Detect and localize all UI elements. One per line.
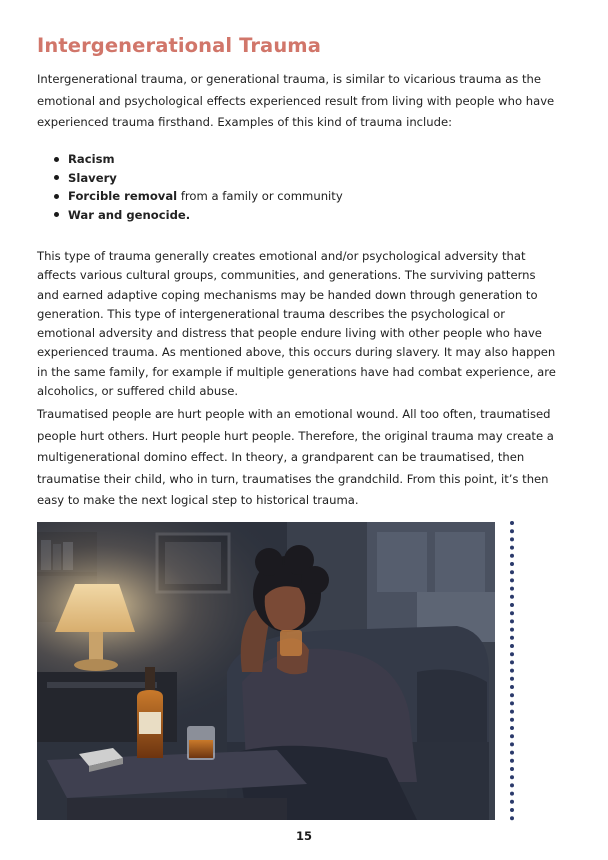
border-dot bbox=[510, 742, 514, 746]
list-item-text: War and genocide. bbox=[68, 207, 191, 222]
list-item bbox=[37, 169, 343, 188]
list-item bbox=[37, 206, 343, 225]
border-dot bbox=[510, 652, 514, 656]
border-dot bbox=[510, 644, 514, 648]
bullet-icon bbox=[54, 157, 59, 162]
border-dot bbox=[510, 570, 514, 574]
list-item-bold-text: Forcible removal bbox=[68, 189, 178, 203]
border-dot bbox=[510, 792, 514, 796]
bullet-icon bbox=[54, 212, 59, 217]
border-dot bbox=[510, 521, 514, 525]
border-dot bbox=[510, 693, 514, 697]
border-dot bbox=[510, 628, 514, 632]
border-dot bbox=[510, 636, 514, 640]
list-item bbox=[37, 187, 343, 206]
border-dot bbox=[510, 718, 514, 722]
border-dot bbox=[510, 808, 514, 812]
border-dot bbox=[510, 529, 514, 533]
border-dot bbox=[510, 660, 514, 664]
list-item bbox=[37, 150, 343, 169]
body-paragraph-3: Traumatised people are hurt people with an emotional wound. All too often, traumatised people hurt others. Hurt people hurt people. Therefore, the original trauma may create a multigenerational domino effect. In theory, a grandparent can be traumatised, then traumatise their child, who in turn, traumatises the grandchild. From this point, it’s then easy to make the next logical step to historical trauma. bbox=[37, 407, 554, 508]
border-dot bbox=[510, 578, 514, 582]
border-dot bbox=[510, 775, 514, 779]
bullet-icon bbox=[54, 194, 59, 199]
border-dot bbox=[510, 611, 514, 615]
list-item-text: Racism bbox=[68, 152, 115, 166]
bullet-icon bbox=[54, 175, 59, 180]
border-dot bbox=[510, 554, 514, 558]
border-dot bbox=[510, 783, 514, 787]
trauma-examples-list bbox=[37, 150, 343, 224]
border-dot bbox=[510, 537, 514, 541]
dotted-border bbox=[509, 520, 515, 822]
border-dot bbox=[510, 677, 514, 681]
border-dot bbox=[510, 587, 514, 591]
list-item-text: from a family or community bbox=[177, 189, 343, 203]
border-dot bbox=[510, 701, 514, 705]
border-dot bbox=[510, 669, 514, 673]
border-dot bbox=[510, 800, 514, 804]
body-paragraph-2: This type of trauma generally creates emotional and/or psychological adversity that affects various cultural groups, communities, and generations. The surviving patterns and earned adaptive coping mechanisms may be handed down through generation to generation. This type of intergenerational trauma describes the psychological or emotional adversity and distress that people endure living with other people who have experienced trauma. As mentioned above, this occurs during slavery. It may also happen in the same family, for example if multiple generations have had combat experience, are alcoholics, or suffered child abuse. bbox=[37, 249, 556, 399]
border-dot bbox=[510, 710, 514, 714]
border-dot bbox=[510, 726, 514, 730]
illustration-woman-drinking bbox=[37, 522, 495, 820]
border-dot bbox=[510, 603, 514, 607]
border-dot bbox=[510, 734, 514, 738]
border-dot bbox=[510, 595, 514, 599]
border-dot bbox=[510, 816, 514, 820]
list-item-text: Slavery bbox=[68, 170, 117, 185]
border-dot bbox=[510, 546, 514, 550]
border-dot bbox=[510, 759, 514, 763]
border-dot bbox=[510, 562, 514, 566]
illustration-svg bbox=[37, 522, 495, 820]
border-dot bbox=[510, 685, 514, 689]
border-dot bbox=[510, 619, 514, 623]
section-heading: Intergenerational Trauma bbox=[37, 34, 321, 57]
border-dot bbox=[510, 751, 514, 755]
intro-paragraph: Intergenerational trauma, or generational trauma, is similar to vicarious trauma as the emotional and psychological effects experienced result from living with people who have experienced trauma firsthand. Examples of this kind of trauma include: bbox=[37, 72, 555, 129]
page-number: 15 bbox=[295, 829, 312, 843]
border-dot bbox=[510, 767, 514, 771]
